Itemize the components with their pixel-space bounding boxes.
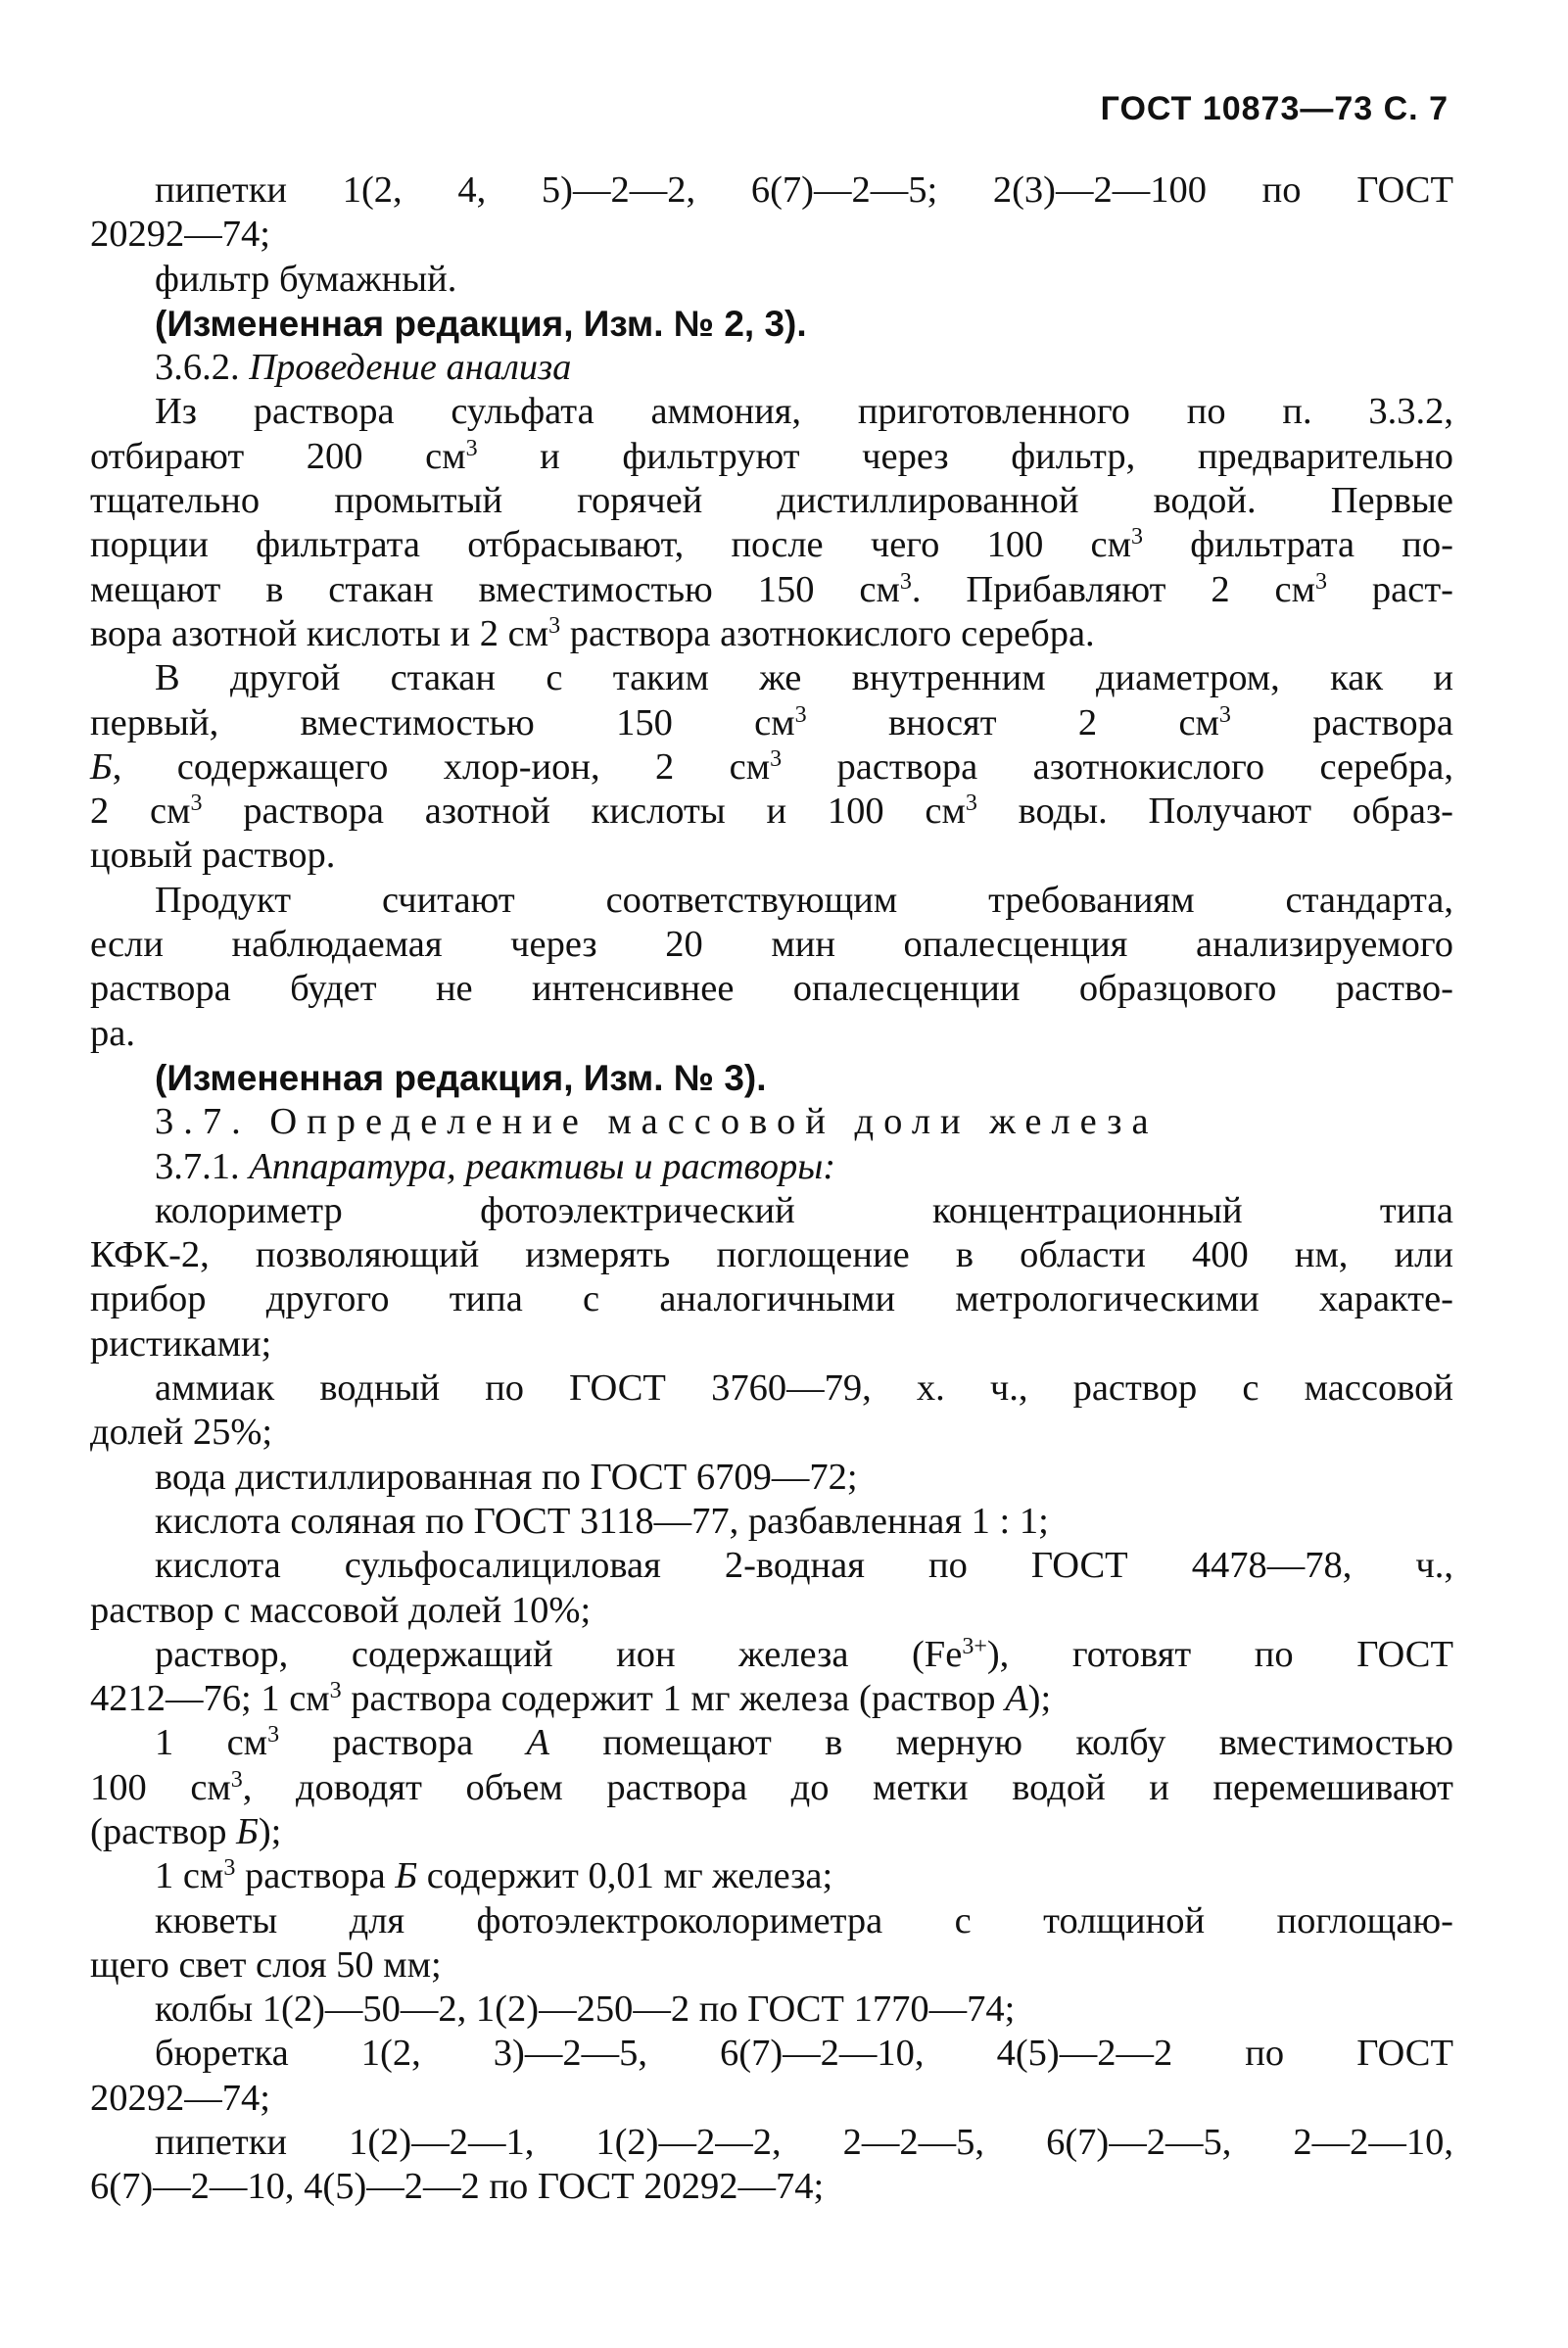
- text-line: кислота соляная по ГОСТ 3118—77, разбавленная 1 : 1;: [155, 1500, 1049, 1542]
- section-heading-3-6-2: 3.6.2. Проведение анализа: [155, 347, 572, 389]
- text-line: 20292—74;: [90, 214, 270, 256]
- text-line: Б, содержащего хлор-ион, 2 $см^3$ раствора азотнокислого серебра,: [90, 745, 1453, 788]
- text-line: колориметр фотоэлектрический концентрационный типа: [155, 1189, 1453, 1231]
- page-header: ГОСТ 10873—73 С. 7: [1100, 90, 1449, 127]
- text-line: отбирают 200 $см^3$ и фильтруют через фильтр, предварительно: [90, 435, 1453, 477]
- text-line: мещают в стакан вместимостью 150 $см^3$. Прибавляют 2 $см^3$ раст-: [90, 568, 1453, 610]
- text-line: если наблюдаемая через 20 мин опалесценция анализируемого: [90, 924, 1453, 966]
- text-line: 20292—74;: [90, 2077, 270, 2119]
- text-line: аммиак водный по ГОСТ 3760—79, х. ч., раствор с массовой: [155, 1367, 1453, 1410]
- text-line: вода дистиллированная по ГОСТ 6709—72;: [155, 1456, 858, 1498]
- text-line: 2 $см^3$ раствора азотной кислоты и 100 $см^3$ воды. Получают образ-: [90, 791, 1454, 833]
- text-line: В другой стакан с таким же внутренним диаметром, как и: [155, 657, 1453, 699]
- text-line: ристиками;: [90, 1322, 272, 1365]
- text-line: бюретка 1(2, 3)—2—5, 6(7)—2—10, 4(5)—2—2 по ГОСТ: [155, 2033, 1453, 2075]
- text-line: щего свет слоя 50 мм;: [90, 1943, 442, 1986]
- text-line: вора азотной кислоты и 2 $см^3$ раствора азотнокислого серебра.: [90, 612, 1095, 654]
- text-line: цовый раствор.: [90, 835, 336, 877]
- text-line: тщательно промытый горячей дистиллированной водой. Первые: [90, 480, 1453, 522]
- text-line: пипетки 1(2)—2—1, 1(2)—2—2, 2—2—5, 6(7)—2—5, 2—2—10,: [155, 2122, 1453, 2164]
- text-line: долей 25%;: [90, 1412, 273, 1454]
- text-line: (раствор Б);: [90, 1810, 282, 1852]
- section-heading-3-7: 3.7. Определение массовой доли железа: [155, 1101, 1159, 1143]
- amendment-note: (Измененная редакция, Изм. № 3).: [155, 1057, 767, 1098]
- text-line: раствор, содержащий ион железа $(Fe^{3+})$, готовят по ГОСТ: [155, 1633, 1453, 1675]
- text-line: Из раствора сульфата аммония, приготовленного по п. 3.3.2,: [155, 391, 1453, 433]
- text-line: Продукт считают соответствующим требованиям стандарта,: [155, 879, 1453, 921]
- text-line: кюветы для фотоэлектроколориметра с толщиной поглощаю-: [155, 1899, 1453, 1941]
- text-line: 1 $см^3$ раствора А помещают в мерную колбу вместимостью: [155, 1722, 1453, 1764]
- text-line: колбы 1(2)—50—2, 1(2)—250—2 по ГОСТ 1770—74;: [155, 1989, 1016, 2031]
- text-line: порции фильтрата отбрасывают, после чего 100 $см^3$ фильтрата по-: [90, 524, 1453, 566]
- document-body: [90, 168, 1453, 2210]
- amendment-note: (Измененная редакция, Изм. № 2, 3).: [155, 303, 807, 344]
- text-line: кислота сульфосалициловая 2-водная по ГОСТ 4478—78, ч.,: [155, 1545, 1453, 1587]
- text-line: 4212—76; 1 $см^3$ раствора содержит 1 мг железа (раствор А);: [90, 1678, 1052, 1720]
- text-line: фильтр бумажный.: [155, 258, 457, 300]
- text-line: раствор с массовой долей 10%;: [90, 1589, 592, 1631]
- text-line: 1 $см^3$ раствора Б содержит 0,01 мг железа;: [155, 1855, 833, 1897]
- text-line: первый, вместимостью 150 $см^3$ вносят 2 $см^3$ раствора: [90, 701, 1453, 743]
- text-line: 100 $см^3$, доводят объем раствора до метки водой и перемешивают: [90, 1766, 1453, 1808]
- text-line: КФК-2, позволяющий измерять поглощение в области 400 нм, или: [90, 1234, 1453, 1276]
- text-line: ра.: [90, 1012, 135, 1054]
- text-line: раствора будет не интенсивнее опалесценции образцового раство-: [90, 968, 1453, 1010]
- section-heading-3-7-1: 3.7.1. Аппаратура, реактивы и растворы:: [155, 1145, 836, 1187]
- text-line: пипетки 1(2, 4, 5)—2—2, 6(7)—2—5; 2(3)—2—100 по ГОСТ: [155, 169, 1453, 211]
- text-line: 6(7)—2—10, 4(5)—2—2 по ГОСТ 20292—74;: [90, 2166, 825, 2208]
- text-line: прибор другого типа с аналогичными метрологическими характе-: [90, 1278, 1453, 1320]
